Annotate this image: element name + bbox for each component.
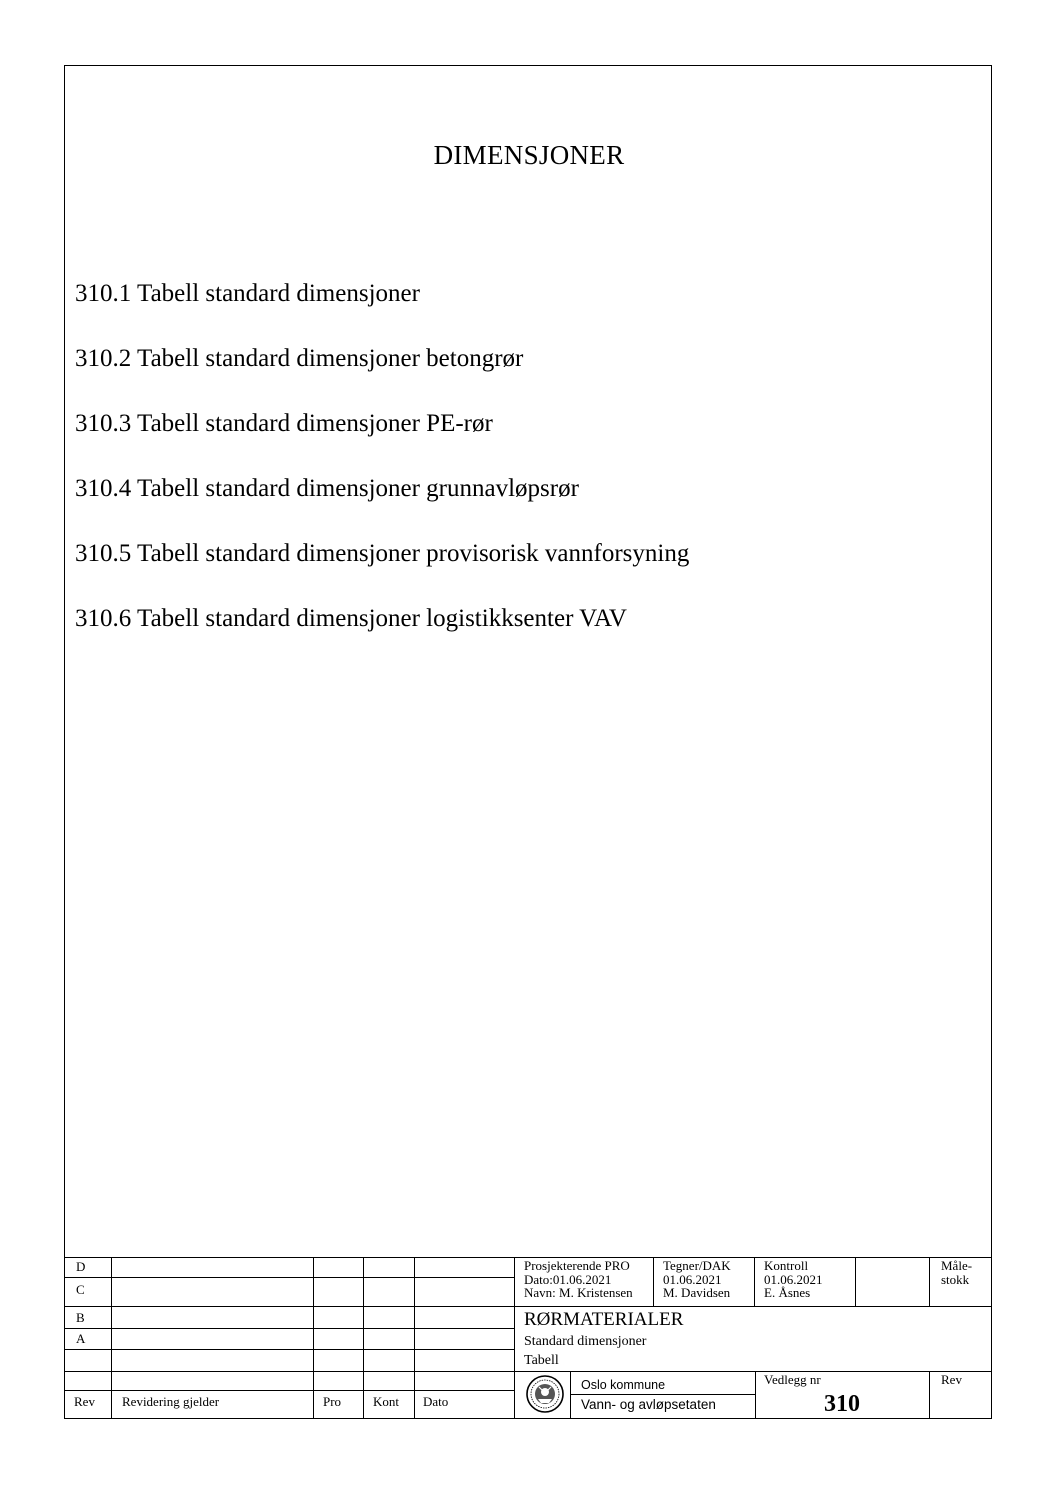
revision-letter-c: C [76,1282,85,1297]
organisation-department: Vann- og avløpsetaten [581,1397,716,1412]
revision-letter-b: B [76,1310,85,1325]
rev-label: Rev [941,1372,962,1387]
drawing-frame [64,65,992,1419]
toc-item: 310.2 Tabell standard dimensjoner betongrør [75,345,524,372]
kontroll-field: Kontroll 01.06.2021 E. Åsnes [764,1258,823,1300]
tegner-field: Tegner/DAK 01.06.2021 M. Davidsen [663,1258,731,1300]
table-of-contents [75,278,689,668]
drawing-subtitle-type: Tabell [524,1353,559,1368]
kont-column-header: Kont [373,1394,399,1409]
dato-column-header: Dato [423,1394,449,1409]
toc-item: 310.3 Tabell standard dimensjoner PE-rør [75,410,493,437]
vedlegg-number: 310 [824,1391,860,1417]
revision-letter-d: D [76,1259,86,1274]
rev-column-header: Rev [74,1394,95,1409]
pro-column-header: Pro [323,1394,342,1409]
prosjekterende-field: Prosjekterende PRO Dato:01.06.2021 Navn: M. Kristensen [524,1258,633,1300]
page-title: DIMENSJONER [433,140,625,170]
revision-letter-a: A [76,1331,86,1346]
toc-item: 310.5 Tabell standard dimensjoner provisorisk vannforsyning [75,540,690,567]
revidering-column-header: Revidering gjelder [122,1394,220,1409]
organisation-name: Oslo kommune [581,1378,666,1392]
toc-item: 310.4 Tabell standard dimensjoner grunnavløpsrør [75,475,579,502]
toc-item: 310.6 Tabell standard dimensjoner logistikksenter VAV [75,605,627,632]
drawing-subtitle: Standard dimensjoner [524,1334,647,1349]
drawing-title: RØRMATERIALER [524,1309,684,1330]
vedlegg-label: Vedlegg nr [764,1372,821,1387]
oslo-kommune-seal-icon [525,1372,565,1416]
malestokk-field: Måle- stokk [941,1258,973,1287]
toc-item: 310.1 Tabell standard dimensjoner [75,280,420,307]
